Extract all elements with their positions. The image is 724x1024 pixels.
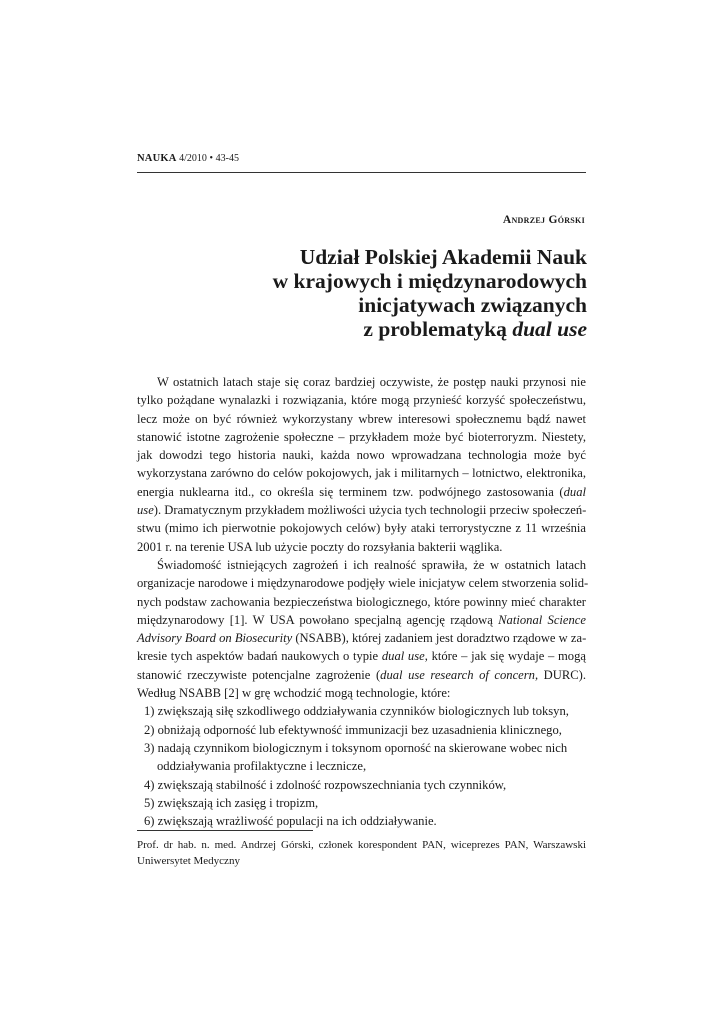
p2-line xyxy=(137,666,586,684)
title-line-1: Udział Polskiej Akademii Nauk xyxy=(299,245,587,269)
p1-line: lecz może on być również wykorzystany wbrew interesowi społecznemu bądź nawet xyxy=(137,411,586,426)
p1-line: tylko pożądane wynalazki i rozwiązania, które mogą przynieść korzyść społeczeństwu, xyxy=(137,393,586,408)
p2-line: Świadomość istniejących zagrożeń i ich realność sprawiła, że w ostatnich latach xyxy=(157,557,586,572)
p2-l4-text: międzynarodowy [1]. W USA powołano specjalną agencję rządową xyxy=(137,612,499,627)
list-item: 3) nadają czynnikom biologicznym i toksynom oporność na skierowane wobec nich xyxy=(144,740,568,755)
p2-line xyxy=(137,647,586,665)
list-item: 6) zwiększają wrażliwość populacji na ich oddziaływanie. xyxy=(144,814,437,829)
p1-line: 2001 r. na terenie USA lub użycie poczty do rozsyłania bakterii wąglika. xyxy=(137,539,503,554)
p1-line: wykorzystana zarówno do celów pokojowych, jak i militarnych – lotnictwo, elektronika, xyxy=(137,466,586,481)
header-rule xyxy=(137,172,586,173)
p2-l6-italic: dual use xyxy=(381,649,425,664)
p2-l7-text-b: DURC). xyxy=(538,667,586,682)
p1-line: jak dowodzi tego historia nauki, każda nowo wprowadzana technologia może być xyxy=(137,448,586,463)
title-line-4-prefix: z problematyką xyxy=(363,317,513,341)
list-item: 2) obniżają odporność lub efektywność immunizacji bez uzasadnienia klinicznego, xyxy=(144,722,562,737)
p1-l7-italic: dual xyxy=(563,484,586,499)
p2-l6-text-b: , które – jak się wydaje – mogą xyxy=(424,649,586,664)
article-title xyxy=(167,245,587,341)
title-line-3: inicjatywach związanych xyxy=(358,293,587,317)
footnote-rule xyxy=(137,830,313,831)
title-line-4-italic: dual use xyxy=(512,317,587,341)
header-separator: • xyxy=(209,153,214,164)
list-item: 5) zwiększają ich zasięg i tropizm, xyxy=(144,795,319,810)
p1-line: W ostatnich latach staje się coraz bardziej oczywiste, że postęp nauki przynosi nie xyxy=(157,375,586,389)
p2-l6-text-a: kresie tych aspektów badań naukowych o typie xyxy=(137,649,382,664)
article-body xyxy=(137,373,589,830)
p2-line xyxy=(137,629,586,647)
p2-line: organizacje narodowe i międzynarodowe podjęły wiele inicjatyw celem stworzenia solid- xyxy=(137,576,589,591)
list-item: 4) zwiększają stabilność i zdolność rozpowszechniania tych czynników, xyxy=(144,777,507,792)
p1-line: stwu (mimo ich pierwotnie pokojowych celów) były ataki terrorystyczne z 11 września xyxy=(137,521,586,536)
footnote-line-1: Prof. dr hab. n. med. Andrzej Górski, członek korespondent PAN, wiceprezes PAN, Warszawski xyxy=(137,839,586,851)
running-header xyxy=(137,152,585,166)
p2-line: Według NSABB [2] w grę wchodzić mogą technologie, które: xyxy=(137,686,451,701)
p2-l5-text: (NSABB), której zadaniem jest doradztwo rządowe w za- xyxy=(292,631,587,646)
author-footnote xyxy=(137,838,586,869)
p2-line xyxy=(137,611,586,629)
p1-l8-text: ). Dramatycznym przykładem możliwości użycia tych technologii przeciw społeczeń- xyxy=(153,503,587,518)
p2-l7-text-a: stanowić rzeczywiste potencjalne zagrożenie ( xyxy=(137,667,381,682)
journal-name: NAUKA xyxy=(137,153,177,164)
p1-line xyxy=(137,501,586,519)
p2-line: nych podstaw zachowania bezpieczeństwa biologicznego, które powinny mieć charakter xyxy=(137,594,586,609)
p1-line: stanowić istotne zagrożenie społeczne – przykładem może być bioterroryzm. Niestety, xyxy=(137,429,586,444)
list-item: 1) zwiększają siłę szkodliwego oddziaływania czynników biologicznych lub toksyn, xyxy=(144,704,569,719)
p2-l5-italic: Advisory Board on Biosecurity xyxy=(137,631,293,646)
journal-issue: 4/2010 xyxy=(179,153,207,164)
p2-l4-italic: National Science xyxy=(498,612,586,627)
p1-l8-italic: use xyxy=(137,503,154,518)
p1-l7-text: energia nuklearna itd., co określa się terminem tzw. podwójnego zastosowania ( xyxy=(137,484,564,499)
p1-line xyxy=(137,483,586,501)
page-range: 43-45 xyxy=(215,153,240,164)
title-line-2: w krajowych i międzynarodowych xyxy=(272,269,587,293)
list-item-continuation: oddziaływania profilaktyczne i lecznicze, xyxy=(157,759,367,774)
footnote-line-2: Uniwersytet Medyczny xyxy=(137,854,240,867)
p2-l7-italic: dual use research of concern, xyxy=(380,667,539,682)
author-name: Andrzej Górski xyxy=(502,214,585,226)
title-line-4 xyxy=(167,317,587,341)
